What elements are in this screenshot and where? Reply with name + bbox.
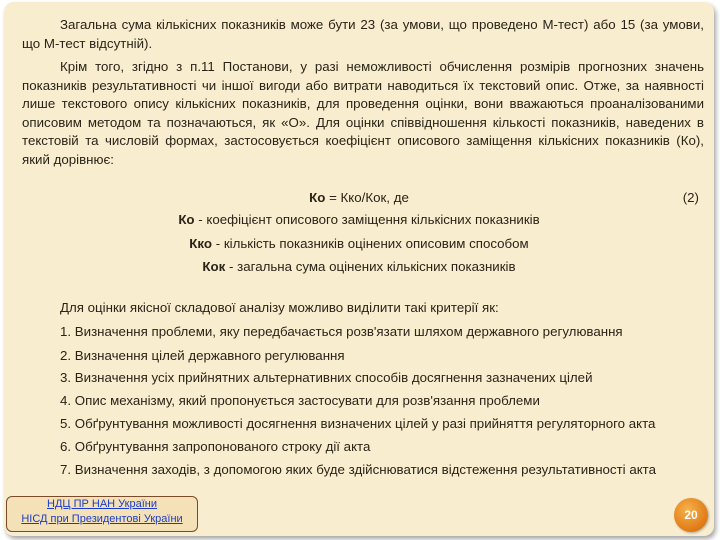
footer-links: [6, 496, 198, 532]
formula-def-3: [4, 259, 714, 274]
criteria-item: 1. Визначення проблеми, яку передбачається розв'язати шляхом державного регулювання: [60, 324, 623, 339]
formula-def-term: Кок: [202, 259, 226, 274]
formula-def-text: - кількість показників оцінених описовим способом: [212, 236, 529, 251]
formula-main-expression: = Кко/Кок, де: [325, 190, 409, 205]
criteria-item: 2. Визначення цілей державного регулювання: [60, 348, 345, 363]
formula-def-term: Кко: [189, 236, 212, 251]
criteria-item: 5. Обґрунтування можливості досягнення визначених цілей у разі прийняття регуляторного акта: [60, 416, 656, 431]
criteria-intro: Для оцінки якісної складової аналізу можливо виділити такі критерії як:: [60, 300, 499, 315]
paragraph-2: Крім того, згідно з п.11 Постанови, у разі неможливості обчислення розмірів прогнозних значень показників результативності чи іншої вигоди або витрати наводиться їх текстовий опис. Отже, за наявності лише текстового опису кількісних показників, для проведення оцінки, вони вважаються проаналізованими описовим методом та позначаються, як «О». Для оцінки співвідношення кількості показників, наведених в текстовій та числовій формах, застосовується коефіцієнт описового заміщення кількісних показників (Ко), який дорівнює:: [22, 59, 704, 167]
formula-main: [4, 190, 714, 205]
paragraph-1: Загальна сума кількісних показників може бути 23 (за умови, що проведено М-тест) або 15 (за умови, що М-тест відсутній).: [22, 17, 704, 51]
footer-link-nisd[interactable]: НІСД при Президентові України: [21, 513, 183, 525]
formula-def-1: [4, 212, 714, 227]
footer-link-ndc[interactable]: НДЦ ПР НАН України: [47, 498, 157, 510]
formula-def-2: [4, 236, 714, 251]
slide: [4, 2, 714, 536]
criteria-item: 4. Опис механізму, який пропонується застосувати для розв'язання проблеми: [60, 393, 540, 408]
criteria-item: 6. Обґрунтування запропонованого строку дії акта: [60, 439, 371, 454]
criteria-item: 7. Визначення заходів, з допомогою яких буде здійснюватися відстеження результативності акта: [60, 462, 657, 477]
formula-main-term: Ко: [309, 190, 326, 205]
formula-def-term: Ко: [178, 212, 195, 227]
criteria-item: 3. Визначення усіх прийнятних альтернативних способів досягнення зазначених цілей: [60, 370, 593, 385]
formula-number: (2): [682, 190, 699, 205]
page-number-badge: 20: [674, 498, 708, 532]
formula-def-text: - коефіцієнт описового заміщення кількісних показників: [194, 212, 540, 227]
formula-def-text: - загальна сума оцінених кількісних показників: [225, 259, 516, 274]
